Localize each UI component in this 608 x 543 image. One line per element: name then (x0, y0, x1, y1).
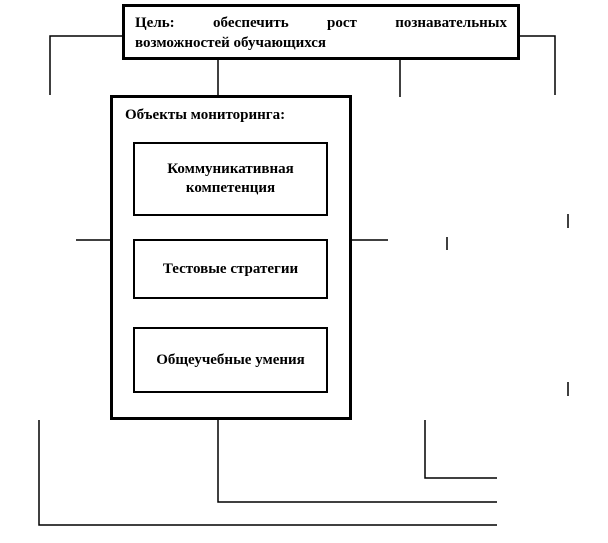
connector-bottom-outer (39, 420, 497, 525)
connector-bottom-inner (425, 420, 497, 478)
goal-line-1: Цель: обеспечить рост познавательных (135, 15, 507, 31)
object-general-skills (133, 327, 328, 393)
object-label: Коммуникативная компетенция (167, 161, 294, 196)
object-label: Тестовые стратегии (162, 260, 299, 277)
connector-goal-right (520, 36, 555, 95)
object-communicative-competence (133, 142, 328, 216)
connector-goal-left (50, 36, 122, 95)
object-test-strategies (133, 239, 328, 299)
goal-line-2: возможностей обучающихся (135, 35, 327, 51)
goal-box (122, 4, 520, 60)
object-label: Общеучебные умения (156, 351, 305, 368)
objects-title: Объекты мониторинга: (125, 107, 286, 123)
connector-bottom-middle (218, 420, 497, 502)
